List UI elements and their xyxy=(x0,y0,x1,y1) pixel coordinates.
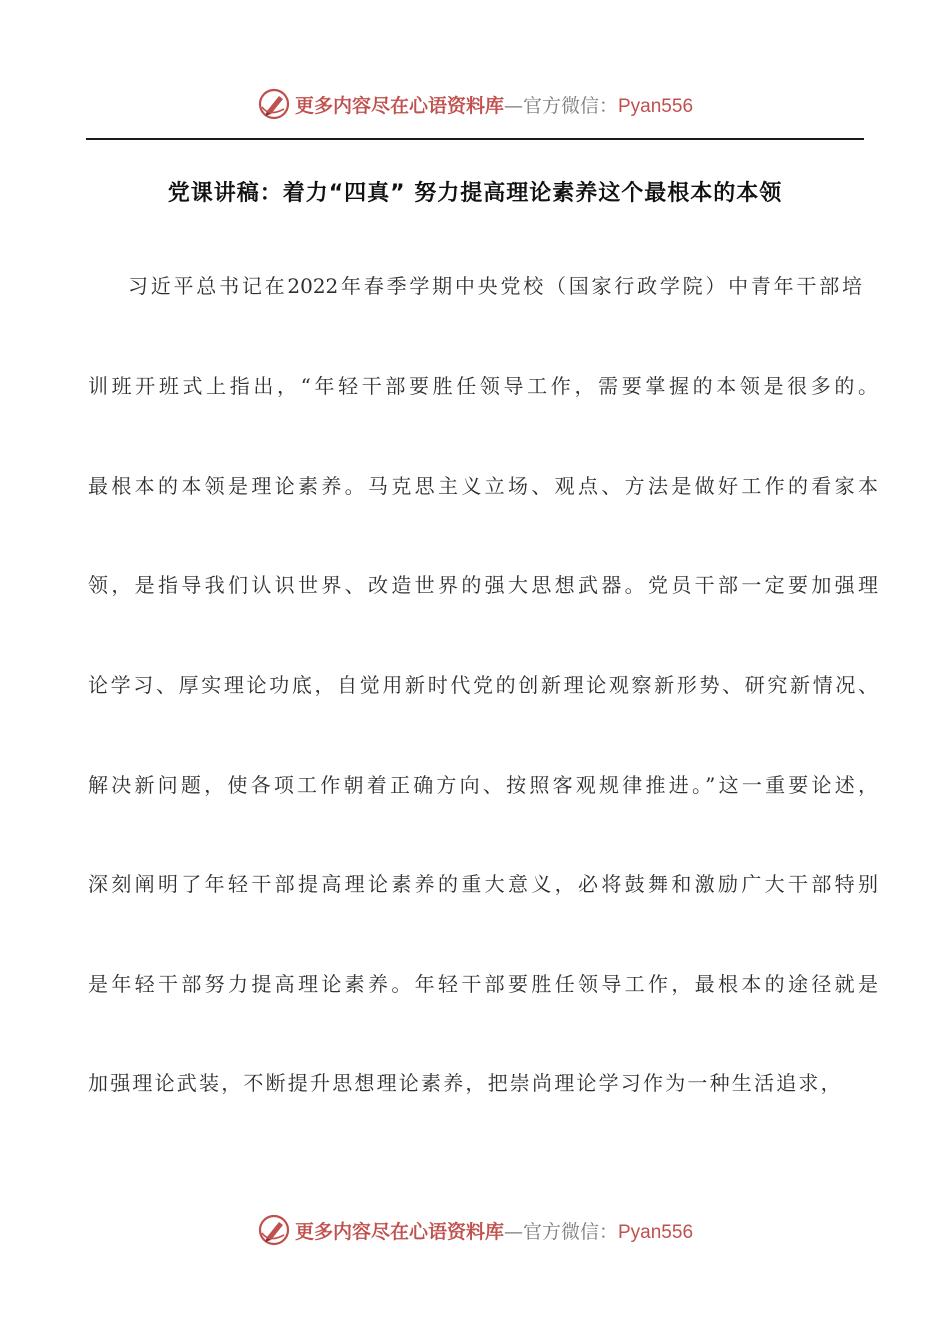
body-line: 领，是指导我们认识世界、改造世界的强大思想武器。党员干部一定要加强理 xyxy=(88,573,878,597)
footer-banner xyxy=(0,1210,950,1250)
header-wechat-id: Pyan556 xyxy=(618,95,694,117)
footer-wechat-id: Pyan556 xyxy=(618,1221,694,1243)
header-library-text: 更多内容尽在心语资料库 xyxy=(294,94,504,117)
body-line: 最根本的本领是理论素养。马克思主义立场、观点、方法是做好工作的看家本 xyxy=(88,474,878,498)
document-title: 党课讲稿：着力“四真” 努力提高理论素养这个最根本的本领 xyxy=(167,181,783,206)
header-divider xyxy=(86,138,864,140)
body-line: 是年轻干部努力提高理论素养。年轻干部要胜任领导工作，最根本的途径就是 xyxy=(88,972,878,996)
header-banner-text xyxy=(295,91,693,118)
body-line: 习近平总书记在2022年春季学期中央党校（国家行政学院）中青年干部培 xyxy=(128,274,862,298)
body-line: 加强理论武装，不断提升思想理论素养，把崇尚理论学习作为一种生活追求， xyxy=(88,1071,843,1095)
footer-banner-text xyxy=(295,1217,693,1244)
body-line: 深刻阐明了年轻干部提高理论素养的重大意义，必将鼓舞和激励广大干部特别 xyxy=(88,872,878,896)
pen-logo-icon xyxy=(257,1213,291,1247)
pen-logo-icon xyxy=(257,87,291,121)
header-banner xyxy=(0,84,950,124)
body-line: 论学习、厚实理论功底，自觉用新时代党的创新理论观察新形势、研究新情况、 xyxy=(88,673,878,697)
body-line: 训班开班式上指出，“年轻干部要胜任领导工作，需要掌握的本领是很多的。 xyxy=(88,374,878,398)
footer-wechat-label: —官方微信： xyxy=(503,1220,618,1243)
header-wechat-label: —官方微信： xyxy=(503,94,618,117)
footer-library-text: 更多内容尽在心语资料库 xyxy=(294,1220,504,1243)
body-line: 解决新问题，使各项工作朝着正确方向、按照客观规律推进。”这一重要论述， xyxy=(88,773,878,797)
